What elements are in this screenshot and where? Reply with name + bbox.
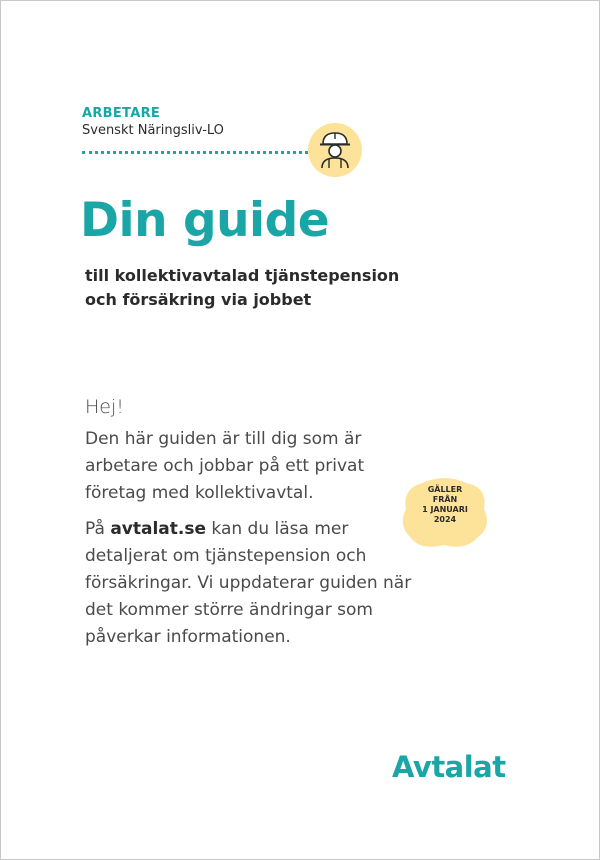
valid-from-text xyxy=(400,485,490,525)
valid-line-1: GÄLLER xyxy=(427,485,463,494)
intro-paragraph-1: Den här guiden är till dig som är arbetare och jobbar på ett privat företag med kollektivavtal. xyxy=(85,429,365,503)
page-title: Din guide xyxy=(80,193,330,248)
intro-paragraph-2 xyxy=(85,516,425,651)
valid-line-4: 2024 xyxy=(433,515,457,524)
agreement-parties: Svenskt Näringsliv-LO xyxy=(82,123,224,138)
worker-badge xyxy=(308,123,362,177)
subtitle-line-1: till kollektivavtalad tjänstepension xyxy=(85,266,400,285)
avtalat-logo: Avtalat xyxy=(392,750,506,784)
valid-from-badge xyxy=(400,475,490,549)
website-link[interactable]: avtalat.se xyxy=(110,519,206,539)
dotted-divider xyxy=(82,151,314,154)
construction-worker-icon xyxy=(317,130,353,170)
subtitle-line-2: och försäkring via jobbet xyxy=(85,290,312,309)
category-label: ARBETARE xyxy=(82,106,161,121)
greeting: Hej! xyxy=(85,396,124,418)
paragraph-2-rest: kan du läsa mer detaljerat om tjänstepension och försäkringar. Vi uppdaterar guiden när det kommer större ändringar som påverkar informationen. xyxy=(85,519,412,647)
paragraph-2-prefix: På xyxy=(85,519,111,539)
page-subtitle xyxy=(85,264,445,312)
valid-line-2: FRÅN xyxy=(432,495,458,504)
valid-line-3: 1 JANUARI xyxy=(422,505,468,514)
